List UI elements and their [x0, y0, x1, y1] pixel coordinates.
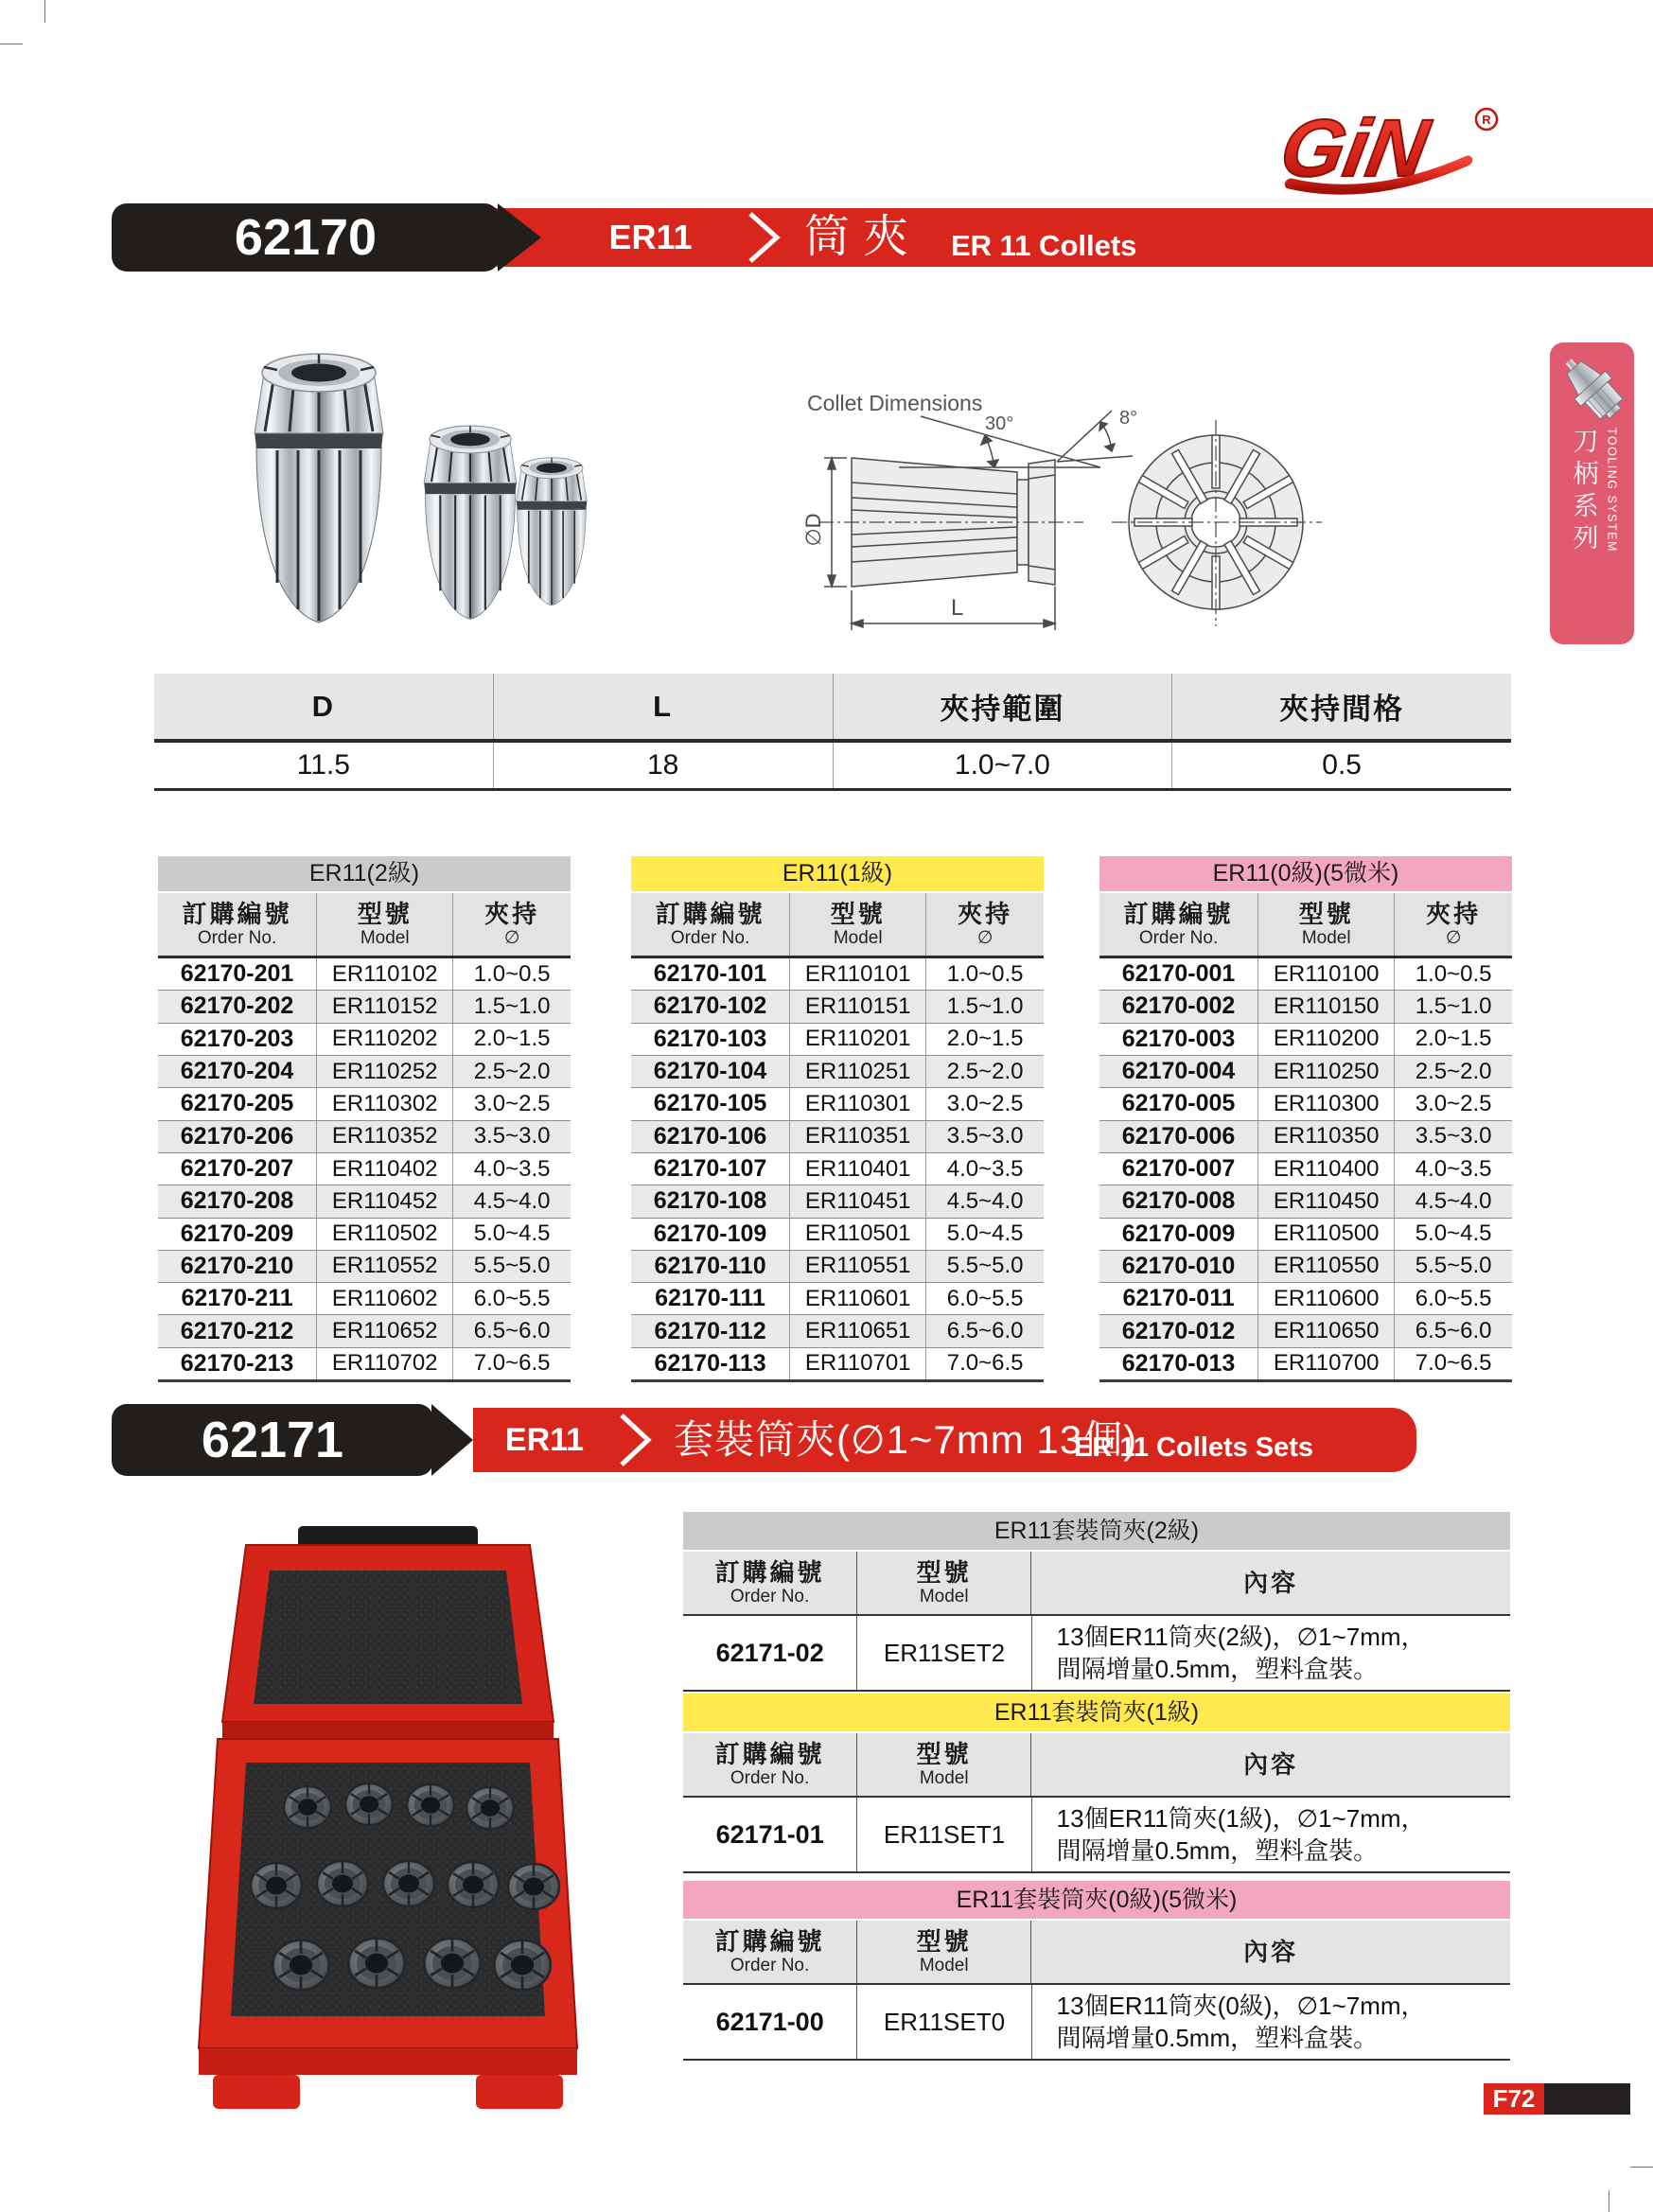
header-order-zh: 訂購編號 [655, 900, 765, 928]
header-grip-zh: 夾持 [484, 900, 540, 928]
model: ER110350 [1257, 1121, 1394, 1152]
header-grip-symbol: ∅ [976, 928, 994, 948]
order-no: 62170-204 [180, 1058, 294, 1085]
header-model [316, 893, 452, 956]
order-no: 62170-202 [180, 992, 294, 1020]
grip-range: 1.0~0.5 [1394, 958, 1512, 990]
model: ER110202 [316, 1024, 452, 1055]
model: ER110402 [316, 1153, 452, 1185]
content-line: 間隔增量0.5mm，塑料盒裝。 [1056, 2024, 1379, 2052]
model: ER110500 [1257, 1219, 1394, 1250]
header-content-zh: 內容 [1243, 1750, 1299, 1779]
model: ER11SET1 [856, 1798, 1030, 1871]
page-number-bar [1544, 2083, 1630, 2115]
grip-range: 3.0~2.5 [925, 1088, 1044, 1119]
table-row [631, 1024, 1044, 1056]
model: ER110252 [316, 1056, 452, 1087]
table-body [158, 958, 571, 1382]
grip-range: 1.0~0.5 [452, 958, 571, 990]
grip-range: 3.0~2.5 [1394, 1088, 1512, 1119]
table-header [158, 893, 571, 958]
header-order-no [683, 1921, 856, 1983]
table-row [158, 991, 571, 1023]
table-header [683, 1552, 1510, 1616]
order-no: 62170-003 [1121, 1025, 1236, 1052]
model: ER110102 [316, 958, 452, 990]
grip-range: 4.5~4.0 [1394, 1185, 1512, 1217]
section-title-zh: 筒夾 [804, 212, 923, 262]
model: ER110400 [1257, 1153, 1394, 1185]
model: ER110701 [789, 1348, 925, 1379]
order-no: 62170-009 [1121, 1220, 1236, 1247]
grip-range: 7.0~6.5 [1394, 1348, 1512, 1379]
order-no: 62170-108 [653, 1187, 767, 1215]
order-no: 62170-209 [180, 1220, 294, 1247]
header-model-en: Model [833, 928, 883, 948]
order-no: 62170-013 [1121, 1349, 1236, 1377]
section-title-en: ER 11 Collets [951, 229, 1137, 262]
table-title: ER11套裝筒夾(2級) [683, 1512, 1510, 1550]
header-grip [925, 893, 1044, 956]
order-no: 62170-105 [653, 1090, 767, 1117]
grip-range: 1.0~0.5 [925, 958, 1044, 990]
header-content [1030, 1921, 1510, 1983]
collets-photo [232, 333, 620, 631]
grip-range: 3.5~3.0 [452, 1121, 571, 1152]
order-no: 62170-210 [180, 1252, 294, 1279]
table-row [158, 1251, 571, 1283]
header-order-no [158, 893, 316, 956]
dim-value-grip-range: 1.0~7.0 [833, 743, 1172, 788]
model: ER110200 [1257, 1024, 1394, 1055]
collet-set-box-photo [189, 1519, 587, 2124]
header-order-en: Order No. [670, 928, 750, 948]
order-no: 62170-206 [180, 1122, 294, 1150]
table-row [1099, 1185, 1512, 1218]
model: ER110700 [1257, 1348, 1394, 1379]
table-row [631, 958, 1044, 991]
table-row [1099, 1315, 1512, 1347]
table-row [631, 1315, 1044, 1347]
model: ER110100 [1257, 958, 1394, 990]
model: ER110602 [316, 1283, 452, 1314]
brand-logo [1263, 95, 1509, 203]
model: ER110300 [1257, 1088, 1394, 1119]
order-no: 62170-106 [653, 1122, 767, 1150]
header-model-en: Model [360, 928, 410, 948]
table-row [158, 1348, 571, 1379]
model: ER110452 [316, 1185, 452, 1217]
table-row [1099, 991, 1512, 1023]
header-grip [1394, 893, 1512, 956]
order-no: 62170-102 [653, 992, 767, 1020]
order-no: 62170-107 [653, 1155, 767, 1183]
model: ER110152 [316, 991, 452, 1022]
grip-range: 6.0~5.5 [1394, 1283, 1512, 1314]
table-row [1099, 1121, 1512, 1153]
grip-range: 6.5~6.0 [1394, 1315, 1512, 1346]
header-order-no [683, 1733, 856, 1796]
set-table-grade0 [683, 1881, 1510, 2061]
grip-range: 3.0~2.5 [452, 1088, 571, 1119]
model: ER110652 [316, 1315, 452, 1346]
model: ER110201 [789, 1024, 925, 1055]
model: ER110101 [789, 958, 925, 990]
model: ER110401 [789, 1153, 925, 1185]
order-no: 62170-213 [180, 1349, 294, 1377]
grip-range: 4.5~4.0 [925, 1185, 1044, 1217]
table-row [158, 1056, 571, 1088]
table-row [631, 1153, 1044, 1185]
header-model-zh: 型號 [916, 1558, 972, 1587]
table-title: ER11套裝筒夾(0級)(5微米) [683, 1881, 1510, 1919]
content-line: 間隔增量0.5mm，塑料盒裝。 [1056, 1655, 1379, 1683]
chevron-separator-icon [615, 1413, 655, 1466]
section1-banner [0, 203, 1653, 275]
content [1031, 1985, 1510, 2059]
table-header [631, 893, 1044, 958]
grip-range: 3.5~3.0 [1394, 1121, 1512, 1152]
grip-range: 1.5~1.0 [925, 991, 1044, 1022]
table-row [1099, 1283, 1512, 1315]
grip-range: 4.5~4.0 [452, 1185, 571, 1217]
table-title: ER11(1級) [631, 856, 1044, 891]
grip-range: 5.0~4.5 [452, 1219, 571, 1250]
table-row [158, 958, 571, 991]
order-no: 62170-001 [1121, 960, 1236, 988]
table-row [683, 1798, 1510, 1873]
content [1031, 1798, 1510, 1871]
model: ER110451 [789, 1185, 925, 1217]
model: ER110702 [316, 1348, 452, 1379]
order-no: 62170-005 [1121, 1090, 1236, 1117]
header-order-no [683, 1552, 856, 1614]
model: ER110552 [316, 1251, 452, 1282]
angle-30-label: 30° [985, 413, 1014, 434]
header-order-no [1099, 893, 1257, 956]
header-model [856, 1552, 1030, 1614]
content-line: 13個ER11筒夾(1級)，∅1~7mm， [1056, 1804, 1426, 1833]
header-order-zh: 訂購編號 [714, 1740, 825, 1768]
model: ER110601 [789, 1283, 925, 1314]
grip-range: 6.0~5.5 [925, 1283, 1044, 1314]
collet-table-grade1 [631, 856, 1044, 1382]
order-no: 62170-004 [1121, 1058, 1236, 1085]
table-row [683, 1985, 1510, 2061]
header-content-zh: 內容 [1243, 1938, 1299, 1966]
grip-range: 7.0~6.5 [925, 1348, 1044, 1379]
header-model [856, 1921, 1030, 1983]
table-row [158, 1219, 571, 1251]
registered-mark: R [1482, 113, 1491, 127]
header-model-zh: 型號 [916, 1740, 972, 1768]
table-row [158, 1121, 571, 1153]
header-order-en: Order No. [730, 1587, 810, 1606]
table-row [631, 1283, 1044, 1315]
dim-header-d: D [311, 689, 336, 723]
order-no: 62170-101 [653, 960, 767, 988]
model: ER110250 [1257, 1056, 1394, 1087]
model: ER110502 [316, 1219, 452, 1250]
header-model [1257, 893, 1394, 956]
model: ER110301 [789, 1088, 925, 1119]
series-label: ER11 [608, 218, 693, 256]
content-line: 13個ER11筒夾(2級)，∅1~7mm， [1056, 1623, 1426, 1651]
tool-holder-icon [1562, 350, 1623, 426]
table-row [631, 1251, 1044, 1283]
model: ER110550 [1257, 1251, 1394, 1282]
model: ER110651 [789, 1315, 925, 1346]
content-line: 間隔增量0.5mm，塑料盒裝。 [1056, 1836, 1379, 1865]
product-number: 62171 [112, 1404, 433, 1476]
header-model [789, 893, 925, 956]
order-no: 62170-201 [180, 960, 294, 988]
model: ER110501 [789, 1219, 925, 1250]
grip-range: 2.0~1.5 [1394, 1024, 1512, 1055]
header-content-zh: 內容 [1243, 1569, 1299, 1597]
header-grip-zh: 夾持 [958, 900, 1013, 928]
collet-table-grade0 [1099, 856, 1512, 1382]
order-no: 62170-208 [180, 1187, 294, 1215]
header-model-en: Model [1301, 928, 1351, 948]
model: ER110251 [789, 1056, 925, 1087]
header-content [1030, 1733, 1510, 1796]
grip-range: 4.0~3.5 [925, 1153, 1044, 1185]
side-tab-text [1550, 428, 1634, 628]
dim-header-grip-range: 夾持範圍 [833, 674, 1172, 739]
table-body [631, 958, 1044, 1382]
table-row [158, 1088, 571, 1120]
table-row [1099, 1153, 1512, 1185]
table-row [1099, 1348, 1512, 1379]
grip-range: 1.5~1.0 [1394, 991, 1512, 1022]
order-no: 62170-002 [1121, 992, 1236, 1020]
content [1031, 1616, 1510, 1690]
grip-range: 2.0~1.5 [925, 1024, 1044, 1055]
table-body [1099, 958, 1512, 1382]
header-model-zh: 型號 [916, 1927, 972, 1956]
order-no: 62170-203 [180, 1025, 294, 1052]
model: ER11SET0 [856, 1985, 1030, 2059]
order-no: 62171-02 [715, 1638, 824, 1667]
header-model-en: Model [919, 1768, 969, 1788]
grip-range: 6.5~6.0 [925, 1315, 1044, 1346]
set-table-grade2 [683, 1512, 1510, 1692]
table-row [1099, 1088, 1512, 1120]
header-model-en: Model [919, 1587, 969, 1606]
angle-8-label: 8° [1119, 408, 1138, 429]
table-row [158, 1315, 571, 1347]
product-number: 62170 [112, 203, 500, 272]
collet-dimensions-drawing [800, 380, 1339, 664]
diameter-label: ∅D [801, 513, 825, 547]
table-row [631, 1348, 1044, 1379]
order-no: 62171-01 [715, 1819, 824, 1849]
table-header [1099, 893, 1512, 958]
table-row [158, 1024, 571, 1056]
table-row [1099, 1219, 1512, 1251]
model: ER110551 [789, 1251, 925, 1282]
order-no: 62170-113 [654, 1349, 766, 1377]
section-title-en: ER 11 Collets Sets [1074, 1432, 1314, 1463]
header-order-en: Order No. [197, 928, 277, 948]
model: ER110600 [1257, 1283, 1394, 1314]
table-row [631, 991, 1044, 1023]
set-table-grade1 [683, 1694, 1510, 1873]
header-model-en: Model [919, 1956, 969, 1975]
order-no: 62170-012 [1121, 1317, 1236, 1344]
header-grip [452, 893, 571, 956]
grip-range: 4.0~3.5 [1394, 1153, 1512, 1185]
grip-range: 6.0~5.5 [452, 1283, 571, 1314]
page-number-badge: F72 [1484, 2083, 1544, 2115]
header-model [856, 1733, 1030, 1796]
table-row [1099, 1251, 1512, 1283]
header-order-zh: 訂購編號 [714, 1558, 825, 1587]
table-header [683, 1921, 1510, 1985]
table-row [631, 1219, 1044, 1251]
header-order-zh: 訂購編號 [714, 1927, 825, 1956]
crop-mark [1630, 2167, 1653, 2168]
crop-mark [44, 0, 45, 23]
order-no: 62170-008 [1121, 1187, 1236, 1215]
model: ER110650 [1257, 1315, 1394, 1346]
header-order-en: Order No. [730, 1956, 810, 1975]
dim-value-grip-step: 0.5 [1171, 743, 1511, 788]
order-no: 62170-103 [653, 1025, 767, 1052]
grip-range: 2.5~2.0 [452, 1056, 571, 1087]
side-tab-label-zh: 刀柄系列 [1569, 428, 1598, 556]
order-no: 62170-007 [1121, 1155, 1236, 1183]
header-model-zh: 型號 [357, 900, 413, 928]
order-no: 62170-006 [1121, 1122, 1236, 1150]
order-no: 62171-00 [715, 2007, 824, 2036]
model: ER110151 [789, 991, 925, 1022]
grip-range: 2.0~1.5 [452, 1024, 571, 1055]
grip-range: 2.5~2.0 [1394, 1056, 1512, 1087]
table-row [683, 1616, 1510, 1692]
header-order-zh: 訂購編號 [182, 900, 292, 928]
table-row [631, 1121, 1044, 1153]
length-label: L [951, 595, 964, 621]
dimensions-table [154, 674, 1511, 791]
side-tab-tooling-system [1550, 342, 1634, 644]
dim-header-l: L [493, 674, 833, 739]
collet-table-grade2 [158, 856, 571, 1382]
grip-range: 3.5~3.0 [925, 1121, 1044, 1152]
order-no: 62170-205 [180, 1090, 294, 1117]
model: ER110351 [789, 1121, 925, 1152]
section-title-zh: 套裝筒夾(∅1~7mm 13個) [674, 1417, 1138, 1462]
grip-range: 5.5~5.0 [925, 1251, 1044, 1282]
order-no: 62170-110 [654, 1252, 766, 1279]
table-row [631, 1056, 1044, 1088]
grip-range: 5.0~4.5 [1394, 1219, 1512, 1250]
grip-range: 1.5~1.0 [452, 991, 571, 1022]
grip-range: 5.0~4.5 [925, 1219, 1044, 1250]
grip-range: 4.0~3.5 [452, 1153, 571, 1185]
logo-text: GiN [1274, 103, 1435, 194]
dim-value-l: 18 [493, 743, 833, 788]
table-title: ER11(0級)(5微米) [1099, 856, 1512, 891]
table-title: ER11(2級) [158, 856, 571, 891]
model: ER110352 [316, 1121, 452, 1152]
header-grip-symbol: ∅ [503, 928, 520, 948]
grip-range: 5.5~5.0 [452, 1251, 571, 1282]
table-row [1099, 1056, 1512, 1088]
table-header [683, 1733, 1510, 1798]
model: ER110150 [1257, 991, 1394, 1022]
header-grip-zh: 夾持 [1426, 900, 1482, 928]
dimensions-header-row [154, 674, 1511, 743]
grip-range: 5.5~5.0 [1394, 1251, 1512, 1282]
content-line: 13個ER11筒夾(0級)，∅1~7mm， [1056, 1992, 1426, 2020]
header-order-no [631, 893, 789, 956]
table-row [1099, 958, 1512, 991]
grip-range: 2.5~2.0 [925, 1056, 1044, 1087]
section2-banner [0, 1404, 1653, 1478]
pill-arrow [498, 203, 541, 272]
header-model-zh: 型號 [1298, 900, 1354, 928]
chevron-separator-icon [744, 212, 783, 263]
order-no: 62170-211 [181, 1285, 293, 1312]
model: ER110302 [316, 1088, 452, 1119]
header-order-en: Order No. [730, 1768, 810, 1788]
dim-header-grip-step: 夾持間格 [1171, 674, 1511, 739]
series-label: ER11 [504, 1422, 585, 1458]
pill-arrow [431, 1404, 473, 1476]
dimensions-value-row [154, 743, 1511, 791]
order-no: 62170-212 [180, 1317, 294, 1344]
order-no: 62170-112 [654, 1317, 766, 1344]
table-title: ER11套裝筒夾(1級) [683, 1694, 1510, 1731]
header-order-zh: 訂購編號 [1123, 900, 1234, 928]
header-content [1030, 1552, 1510, 1614]
table-row [158, 1283, 571, 1315]
side-tab-label-en: TOOLING SYSTEM [1605, 428, 1619, 553]
grip-range: 6.5~6.0 [452, 1315, 571, 1346]
table-row [1099, 1024, 1512, 1056]
model: ER11SET2 [856, 1616, 1030, 1690]
order-no: 62170-109 [653, 1220, 767, 1247]
order-no: 62170-111 [655, 1285, 765, 1312]
table-row [158, 1153, 571, 1185]
model: ER110450 [1257, 1185, 1394, 1217]
order-no: 62170-011 [1122, 1285, 1235, 1312]
table-row [158, 1185, 571, 1218]
header-grip-symbol: ∅ [1445, 928, 1462, 948]
header-order-en: Order No. [1138, 928, 1219, 948]
order-no: 62170-010 [1121, 1252, 1236, 1279]
table-row [631, 1185, 1044, 1218]
drawing-caption: Collet Dimensions [807, 391, 983, 415]
table-row [631, 1088, 1044, 1120]
header-model-zh: 型號 [830, 900, 886, 928]
order-no: 62170-207 [180, 1155, 294, 1183]
grip-range: 7.0~6.5 [452, 1348, 571, 1379]
order-no: 62170-104 [653, 1058, 767, 1085]
dim-value-d: 11.5 [296, 749, 350, 781]
